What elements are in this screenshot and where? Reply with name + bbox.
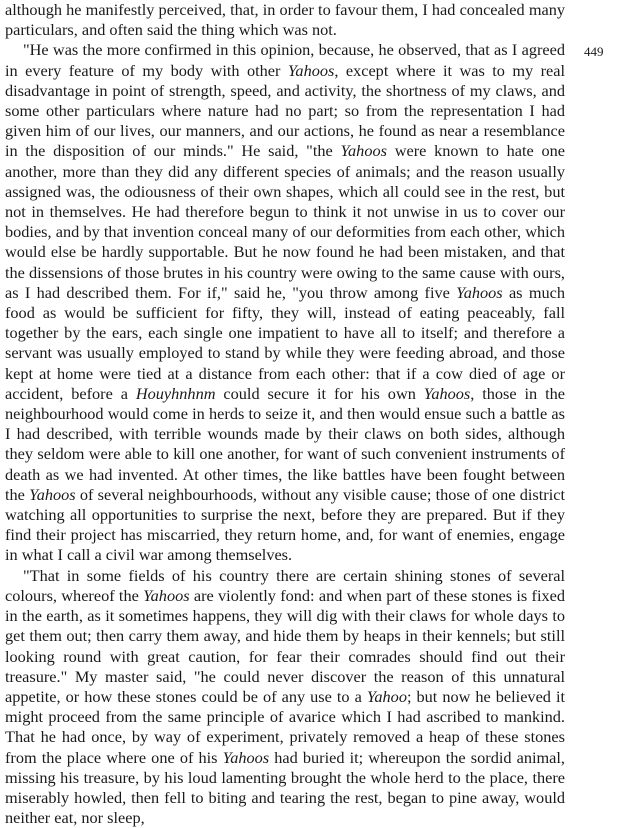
italic-text-run: Yahoos (222, 747, 270, 767)
italic-text-run: Yahoo (366, 686, 407, 706)
text-run: of several neighbourhoods, without any visible cause; those of one district watching all opportunities to surprise the next, before they are prepared. But if they find their project has miscarried, they return home, and, for want of enemies, engage in what I call a civil war among themselves. (5, 484, 565, 565)
text-run: "He was the more confirmed in this opinion, because, he observed, that as I agreed in every feature of my body with other (5, 40, 565, 80)
italic-text-run: Yahoos (287, 60, 335, 80)
italic-text-run: Yahoos (143, 585, 190, 605)
italic-text-run: Yahoos (456, 282, 503, 302)
text-run: as much food as would be sufficient for fifty, they will, instead of eating peaceably, fall together by the ears, each single one impatient to have all to itself; and therefore a servant was usually employed to stand by while they were feeding abroad, and those kept at home were tied at a distance from each other: that if a cow died of age or accident, before a (5, 282, 565, 403)
text-run: had buried it; whereupon the sordid animal, missing his treasure, by his loud lamenting brought the whole herd to the place, there miserably howled, then fell to biting and tearing the rest, began to pine away, would neither eat, nor sleep, (5, 747, 565, 828)
paragraph-3 (5, 566, 565, 828)
text-run: although he manifestly perceived, that, in order to favour them, I had concealed many particulars, and often said the thing which was not. (5, 0, 565, 40)
page-body (5, 0, 565, 828)
text-run: ; but now he believed it might proceed from the same principle of avarice which I had ascribed to mankind. That he had once, by way of experiment, privately removed a heap of these stones from the place where one of his (5, 686, 566, 767)
page-number: 449 (584, 44, 604, 59)
text-run: , except where it was to my real disadvantage in point of strength, speed, and activity, the shortness of my claws, and some other particulars where nature had no part; so from the representation I had given him of our lives, our manners, and our actions, he found as near a resemblance in the disposition of our minds." He said, "the (5, 60, 565, 161)
text-run: were known to hate one another, more than they did any different species of animals; and the reason usually assigned was, the odiousness of their own shapes, which all could see in the rest, but not in themselves. He had therefore begun to think it not unwise in us to cover our bodies, and by that invention conceal many of our deformities from each other, which would else be hardly supportable. But he now found he had been mistaken, and that the dissensions of those brutes in his country were owing to the same cause with ours, as I had described them. For if," said he, "you throw among five (5, 141, 566, 302)
text-run: "That in some fields of his country there are certain shining stones of several colours, whereof the (5, 565, 565, 605)
text-run: , those in the neighbourhood would come in herds to seize it, and then would ensue such a battle as I had described, with terrible wounds made by their claws on both sides, although they seldom were able to kill one another, for want of such convenient instruments of death as we had invented. At other times, the like battles have been fought between the (5, 383, 566, 504)
italic-text-run: Yahoos (29, 484, 76, 504)
italic-text-run: Yahoos (423, 383, 471, 403)
text-run: could secure it for his own (215, 383, 424, 403)
paragraph-2 (5, 40, 565, 565)
paragraph-1 (5, 0, 565, 40)
italic-text-run: Yahoos (340, 141, 387, 161)
italic-text-run: Houyhnhnm (135, 383, 216, 403)
text-run: are violently fond: and when part of these stones is fixed in the earth, as it sometimes happens, they will dig with their claws for whole days to get them out; then carry them away, and hide them by heaps in their kennels; but still looking round with great caution, for fear their comrades should find out their treasure." My master said, "he could never discover the reason of this unnatural appetite, or how these stones could be of any use to a (5, 585, 566, 706)
